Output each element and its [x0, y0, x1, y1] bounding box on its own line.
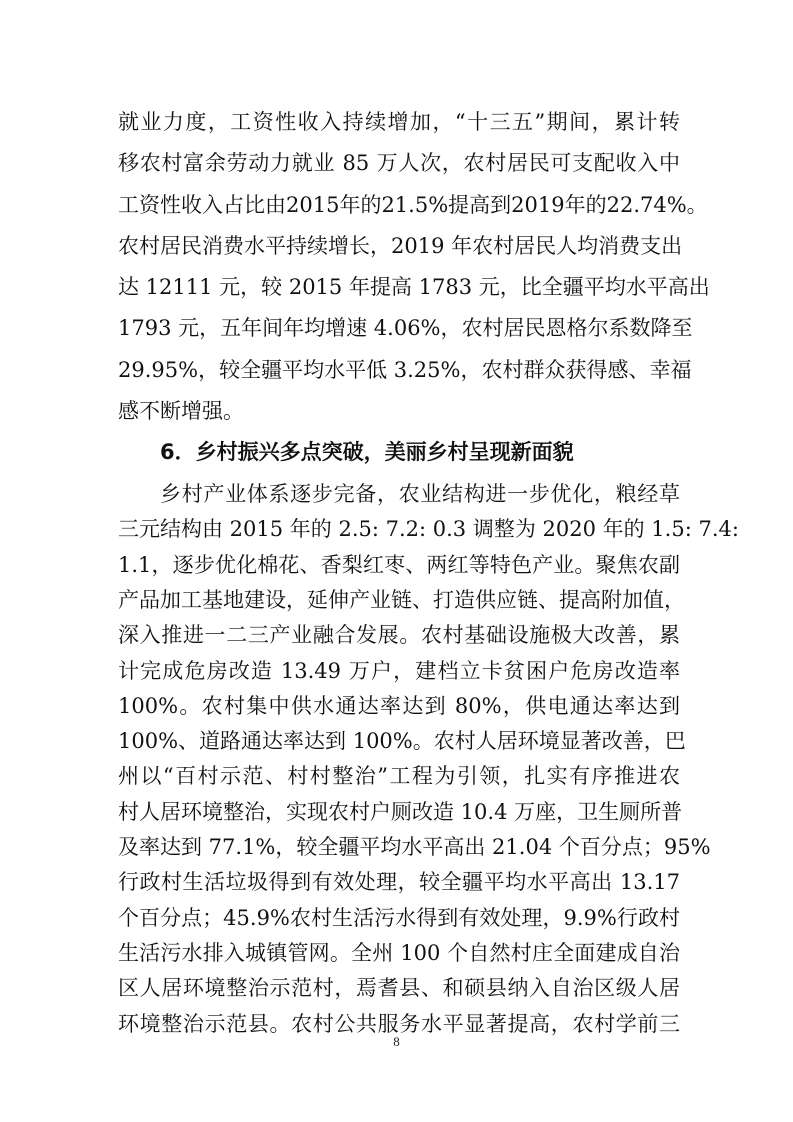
- text-line: 村人居环境整治，实现农村户厕改造 10.4 万座，卫生厕所普: [118, 799, 683, 824]
- text-line: 环境整治示范县。农村公共服务水平显著提高，农村学前三: [118, 1011, 680, 1036]
- text-line: 29.95%，较全疆平均水平低 3.25%，农村群众获得感、幸福: [118, 358, 692, 382]
- text-line: 100%、道路通达率达到 100%。农村人居环境显著改善，巴: [118, 729, 686, 754]
- text-line: 乡村产业体系逐步完备，农业结构进一步优化，粮经草: [160, 482, 680, 506]
- section-heading: 6．乡村振兴多点突破，美丽乡村呈现新面貌: [160, 440, 574, 464]
- text-line: 区人居环境整治示范村，焉耆县、和硕县纳入自治区级人居: [118, 976, 680, 1001]
- page-number: 8: [393, 1034, 400, 1049]
- text-line: 就业力度，工资性收入持续增加，“十三五”期间，累计转: [118, 110, 680, 134]
- text-line: 州以“百村示范、村村整治”工程为引领，扎实有序推进农: [118, 764, 680, 789]
- text-line: 产品加工基地建设，延伸产业链、打造供应链、提高附加值，: [118, 587, 685, 612]
- text-line: 个百分点；45.9%农村生活污水得到有效处理，9.9%行政村: [118, 905, 680, 930]
- text-line: 三元结构由 2015 年的 2.5: 7.2: 0.3 调整为 2020 年的 1.5: 7.4:: [118, 517, 739, 542]
- text-line: 1.1，逐步优化棉花、香梨红枣、两红等特色产业。聚焦农副: [118, 552, 680, 577]
- text-line: 移农村富余劳动力就业 85 万人次，农村居民可支配收入中: [118, 151, 680, 175]
- text-line: 达 12111 元，较 2015 年提高 1783 元，比全疆平均水平高出: [118, 275, 710, 299]
- text-line: 及率达到 77.1%，较全疆平均水平高出 21.04 个百分点；95%: [118, 835, 711, 859]
- text-line: 农村居民消费水平持续增长，2019 年农村居民人均消费支出: [118, 234, 683, 258]
- text-line: 100%。农村集中供水通达率达到 80%，供电通达率达到: [118, 693, 680, 718]
- text-line: 感不断增强。: [118, 399, 244, 423]
- text-line: 深入推进一二三产业融合发展。农村基础设施极大改善，累: [118, 623, 680, 648]
- text-line: 计完成危房改造 13.49 万户，建档立卡贫困户危房改造率: [118, 658, 680, 683]
- text-line: 生活污水排入城镇管网。全州 100 个自然村庄全面建成自治: [118, 940, 680, 965]
- text-line: 1793 元，五年间年均增速 4.06%，农村居民恩格尔系数降至: [118, 316, 693, 340]
- text-line: 行政村生活垃圾得到有效处理，较全疆平均水平高出 13.17: [118, 870, 680, 895]
- text-line: 工资性收入占比由2015年的21.5%提高到2019年的22.74%。: [118, 193, 708, 217]
